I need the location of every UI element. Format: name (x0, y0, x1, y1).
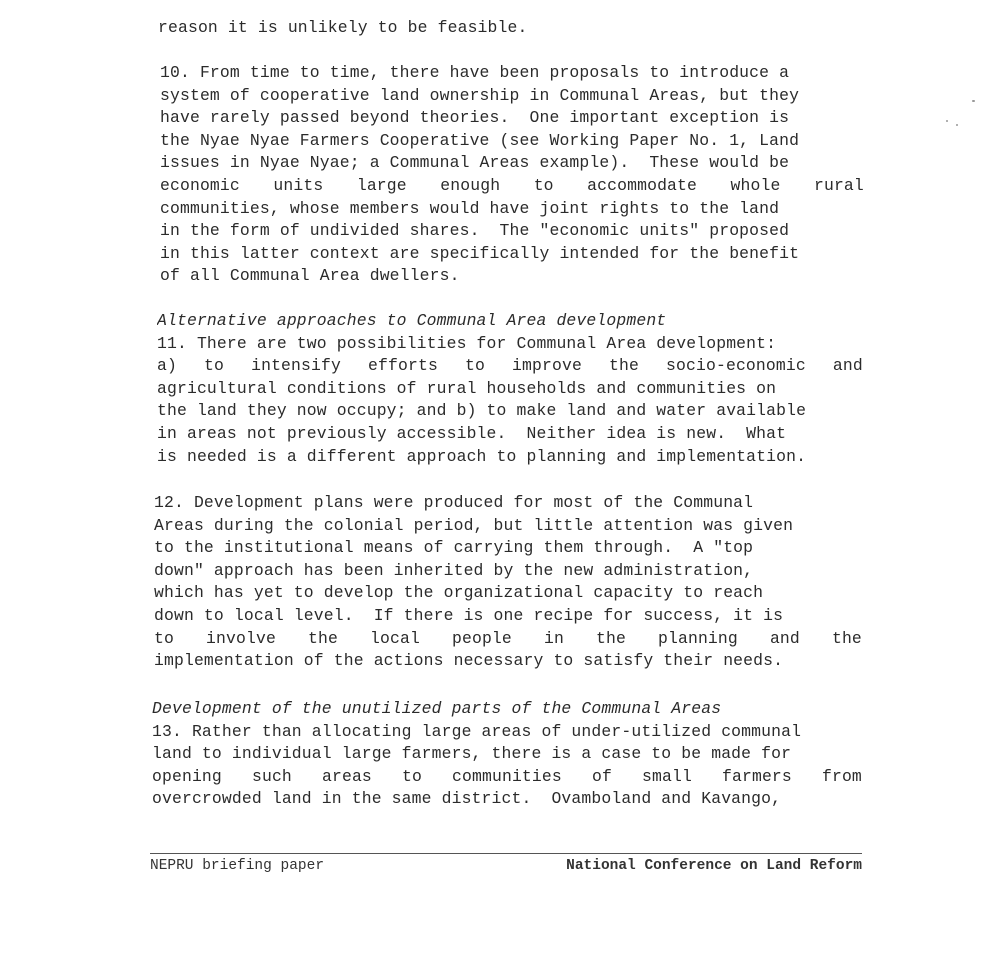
word: to (465, 356, 485, 376)
word: the (609, 356, 639, 376)
text-line: overcrowded land in the same district. Ovamboland and Kavango, (152, 789, 782, 809)
text-line: in the form of undivided shares. The "economic units" proposed (160, 221, 790, 241)
paragraph-10 (160, 62, 864, 288)
section-13 (152, 698, 862, 811)
word: involve (206, 628, 276, 648)
text-line-justified (152, 766, 862, 789)
word: units (273, 175, 324, 195)
word: accommodate (587, 175, 698, 195)
word: and (832, 356, 863, 376)
text-line: is needed is a different approach to planning and implementation. (157, 446, 807, 466)
word: planning (658, 628, 738, 648)
word: local (370, 628, 420, 648)
word: the (595, 628, 626, 648)
text-line: the Nyae Nyae Farmers Cooperative (see Working Paper No. 1, Land (160, 130, 800, 150)
word: opening (152, 766, 222, 786)
section-heading: Development of the unutilized parts of the Communal Areas (152, 699, 722, 718)
text-line-justified (154, 628, 862, 651)
text-line: implementation of the actions necessary to satisfy their needs. (154, 651, 784, 671)
word: enough (440, 175, 501, 195)
word: to (401, 766, 422, 786)
word: in (543, 628, 564, 648)
word: a) (157, 356, 177, 376)
scan-speck (946, 120, 948, 122)
word: rural (813, 175, 864, 195)
word: from (821, 766, 862, 786)
word: large (356, 175, 407, 195)
top-fragment (158, 17, 864, 40)
text-line: 10. From time to time, there have been proposals to introduce a (160, 63, 790, 82)
text-line-justified (160, 175, 864, 198)
scan-speck (956, 124, 958, 126)
word: and (769, 628, 800, 648)
text-line: issues in Nyae Nyae; a Communal Areas example). These would be (160, 153, 790, 173)
word: socio-economic (666, 356, 806, 376)
word: to (204, 356, 225, 376)
text-line: to the institutional means of carrying them through. A "top (154, 538, 754, 558)
word: communities (452, 766, 562, 786)
text-line: have rarely passed beyond theories. One important exception is (160, 108, 790, 128)
text-line-justified (157, 355, 863, 378)
text-line: down to local level. If there is one recipe for success, it is (154, 605, 784, 625)
text-line: of all Communal Area dwellers. (160, 266, 460, 286)
word: improve (512, 356, 582, 376)
footer-left: NEPRU briefing paper (150, 858, 325, 874)
text-line: down" approach has been inherited by the new administration, (154, 560, 754, 580)
word: small (642, 766, 692, 786)
word: areas (321, 766, 372, 786)
word: the (831, 628, 862, 648)
word: such (251, 766, 292, 786)
section-11 (157, 310, 863, 468)
footer-right: National Conference on Land Reform (566, 858, 862, 874)
text-line: 12. Development plans were produced for most of the Communal (154, 493, 754, 512)
word: intensify (251, 356, 341, 376)
word: people (451, 628, 512, 648)
text-line: agricultural conditions of rural households and communities on (157, 378, 777, 398)
word: economic (160, 175, 240, 195)
footer-rule (150, 853, 862, 854)
text-line: system of cooperative land ownership in Communal Areas, but they (160, 85, 800, 105)
word: to (533, 175, 554, 195)
word: efforts (368, 356, 438, 376)
text-line: land to individual large farmers, there is a case to be made for (152, 744, 792, 764)
word: of (591, 766, 612, 786)
scan-speck (972, 100, 975, 102)
word: whole (730, 175, 781, 195)
text-line: in areas not previously accessible. Neither idea is new. What (157, 423, 787, 443)
text-line: communities, whose members would have joint rights to the land (160, 198, 780, 218)
text-line: 13. Rather than allocating large areas of under-utilized communal (152, 721, 802, 741)
text-line: 11. There are two possibilities for Communal Area development: (157, 333, 777, 353)
word: the (307, 628, 338, 648)
word: farmers (722, 766, 792, 786)
text-line: Areas during the colonial period, but little attention was given (154, 515, 794, 535)
text-line: in this latter context are specifically intended for the benefit (160, 243, 800, 263)
word: to (154, 628, 174, 648)
text-line: reason it is unlikely to be feasible. (158, 18, 528, 37)
text-line: the land they now occupy; and b) to make land and water available (157, 401, 807, 421)
text-line: which has yet to develop the organizational capacity to reach (154, 583, 764, 603)
section-heading: Alternative approaches to Communal Area development (157, 311, 667, 330)
paragraph-12 (154, 492, 862, 673)
